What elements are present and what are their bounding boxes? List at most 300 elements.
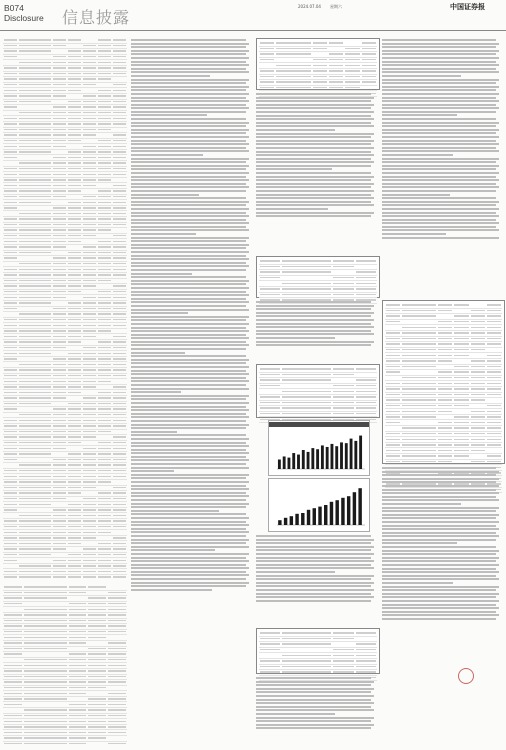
table-cell — [487, 327, 501, 328]
table-cell — [362, 48, 376, 49]
table-cell — [471, 321, 485, 322]
table-cell — [108, 592, 126, 593]
table-cell — [88, 704, 106, 705]
table-cell — [69, 737, 87, 738]
table-cell — [113, 392, 126, 393]
table-cell — [98, 73, 111, 74]
table-cell — [68, 403, 81, 404]
table-cell — [53, 146, 66, 147]
table-cell — [53, 453, 66, 454]
table-cell — [260, 407, 280, 408]
table-cell — [4, 224, 17, 225]
table-cell — [487, 315, 501, 316]
table-cell — [113, 476, 126, 477]
table-cell — [24, 726, 67, 727]
table-cell — [487, 416, 501, 417]
table-cell — [4, 257, 17, 258]
table-cell — [98, 134, 111, 135]
table-cell — [113, 297, 126, 298]
text-line — [131, 129, 249, 131]
table-cell — [4, 453, 17, 454]
table-cell — [333, 288, 353, 289]
table-cell — [113, 67, 126, 68]
table-cell — [68, 202, 81, 203]
text-line — [256, 699, 371, 701]
table-cell — [98, 476, 111, 477]
table-cell — [19, 73, 50, 74]
table-cell — [98, 179, 111, 180]
table-cell — [88, 726, 106, 727]
table-cell — [386, 411, 400, 412]
text-line — [131, 283, 246, 285]
chart-bar — [335, 500, 338, 525]
table-cell — [4, 207, 17, 208]
table-cell — [402, 455, 436, 456]
table-cell — [69, 687, 87, 688]
chart-2-svg — [269, 479, 369, 531]
table-cell — [83, 196, 96, 197]
table-cell — [53, 62, 66, 63]
text-line — [382, 53, 496, 55]
table-cell — [19, 532, 50, 533]
table-cell — [113, 302, 126, 303]
table-cell — [19, 375, 50, 376]
table-cell — [19, 56, 50, 57]
text-line — [256, 133, 374, 135]
table-cell — [53, 291, 66, 292]
table-cell — [68, 408, 81, 409]
text-line — [256, 709, 374, 711]
table-cell — [113, 504, 126, 505]
table-cell — [53, 246, 66, 247]
table-cell — [88, 743, 106, 744]
table-cell — [98, 168, 111, 169]
text-line — [382, 129, 499, 131]
table-cell — [113, 202, 126, 203]
table-cell — [487, 433, 501, 434]
table-cell — [4, 642, 22, 643]
table-cell — [83, 134, 96, 135]
table-cell — [98, 448, 111, 449]
text-line — [382, 471, 499, 473]
table-cell — [260, 374, 280, 375]
text-line — [131, 449, 246, 451]
table-cell — [68, 436, 81, 437]
table-cell — [68, 146, 81, 147]
table-cell — [69, 721, 87, 722]
text-line — [382, 89, 496, 91]
table-cell — [487, 450, 501, 451]
table-cell — [260, 59, 274, 60]
table-cell — [53, 386, 66, 387]
text-line — [131, 125, 246, 127]
text-line — [131, 82, 246, 84]
text-line — [131, 233, 196, 235]
table-cell — [19, 537, 50, 538]
table-cell — [438, 411, 452, 412]
text-line — [131, 190, 246, 192]
text-line — [382, 507, 499, 509]
table-cell — [24, 642, 67, 643]
table-cell — [83, 185, 96, 186]
text-line — [382, 542, 457, 544]
table-cell — [4, 565, 17, 566]
table-cell — [88, 687, 106, 688]
text-line — [382, 204, 496, 206]
table-cell — [98, 420, 111, 421]
text-line — [382, 233, 446, 235]
text-line — [131, 323, 249, 325]
table-cell — [68, 313, 81, 314]
text-line — [256, 319, 374, 321]
table-cell — [108, 597, 126, 598]
table-cell — [4, 341, 17, 342]
table-cell — [113, 543, 126, 544]
table-cell — [68, 95, 81, 96]
table-cell — [19, 571, 50, 572]
table-cell — [68, 353, 81, 354]
table-cell — [4, 492, 17, 493]
table-cell — [83, 464, 96, 465]
text-line — [131, 344, 249, 346]
table-cell — [53, 67, 66, 68]
table-cell — [260, 288, 280, 289]
table-row — [3, 742, 127, 745]
table-cell — [83, 257, 96, 258]
text-line — [382, 560, 496, 562]
text-line — [131, 183, 246, 185]
table-cell — [83, 442, 96, 443]
text-line — [256, 691, 371, 693]
text-line — [256, 172, 371, 174]
col3-top-table — [256, 38, 380, 90]
table-cell — [19, 118, 50, 119]
table-cell — [53, 95, 66, 96]
table-cell — [98, 252, 111, 253]
table-cell — [260, 396, 280, 397]
text-line — [382, 593, 499, 595]
text-line — [131, 140, 246, 142]
table-cell — [53, 174, 66, 175]
table-cell — [83, 224, 96, 225]
text-line — [131, 582, 249, 584]
table-cell — [113, 313, 126, 314]
text-line — [382, 474, 496, 476]
table-cell — [454, 349, 468, 350]
text-line — [131, 165, 249, 167]
col4-table — [382, 300, 505, 464]
table-cell — [19, 386, 50, 387]
table-cell — [68, 291, 81, 292]
table-cell — [98, 257, 111, 258]
table-cell — [260, 283, 280, 284]
table-cell — [113, 436, 126, 437]
table-cell — [356, 266, 376, 267]
table-cell — [4, 375, 17, 376]
text-line — [131, 43, 249, 45]
table-cell — [83, 509, 96, 510]
chart-bar — [354, 441, 357, 469]
table-cell — [88, 659, 106, 660]
table-cell — [333, 666, 353, 667]
table-cell — [83, 179, 96, 180]
table-cell — [402, 304, 436, 305]
table-cell — [113, 325, 126, 326]
table-cell — [113, 509, 126, 510]
text-line — [256, 143, 371, 145]
table-cell — [108, 653, 126, 654]
table-cell — [333, 271, 353, 272]
table-cell — [98, 50, 111, 51]
text-line — [382, 575, 496, 577]
table-cell — [4, 431, 17, 432]
text-line — [131, 539, 249, 541]
table-cell — [68, 118, 81, 119]
table-cell — [98, 229, 111, 230]
table-cell — [4, 670, 22, 671]
text-line — [131, 585, 246, 587]
table-cell — [4, 487, 17, 488]
table-cell — [98, 492, 111, 493]
table-cell — [113, 291, 126, 292]
table-cell — [98, 442, 111, 443]
table-cell — [4, 442, 17, 443]
table-cell — [24, 681, 67, 682]
text-line — [382, 111, 496, 113]
table-cell — [362, 59, 376, 60]
table-cell — [68, 358, 81, 359]
table-cell — [98, 381, 111, 382]
table-cell — [19, 509, 50, 510]
table-cell — [333, 294, 353, 295]
table-cell — [282, 638, 331, 639]
text-line — [131, 359, 249, 361]
company-seal — [458, 668, 474, 684]
table-cell — [68, 364, 81, 365]
text-line — [131, 503, 249, 505]
text-line — [256, 308, 371, 310]
text-line — [131, 319, 246, 321]
table-cell — [88, 631, 106, 632]
table-cell — [282, 374, 331, 375]
table-cell — [402, 388, 436, 389]
text-line — [131, 524, 249, 526]
table-cell — [98, 565, 111, 566]
table-cell — [276, 87, 310, 88]
table-cell — [53, 364, 66, 365]
text-line — [382, 589, 496, 591]
chart-bar — [311, 448, 314, 469]
table-cell — [68, 257, 81, 258]
table-cell — [4, 420, 17, 421]
text-line — [382, 57, 499, 59]
text-line — [131, 395, 249, 397]
table-cell — [83, 420, 96, 421]
table-cell — [98, 459, 111, 460]
table-cell — [83, 285, 96, 286]
table-cell — [454, 366, 468, 367]
table-cell — [4, 532, 17, 533]
table-cell — [68, 341, 81, 342]
text-line — [131, 161, 246, 163]
table-cell — [4, 213, 17, 214]
table-cell — [4, 369, 17, 370]
table-cell — [4, 665, 22, 666]
table-cell — [68, 168, 81, 169]
table-cell — [329, 76, 343, 77]
table-cell — [83, 425, 96, 426]
text-line — [256, 115, 371, 117]
table-cell — [108, 670, 126, 671]
table-cell — [471, 355, 485, 356]
chart-bar — [278, 460, 281, 470]
table-cell — [83, 470, 96, 471]
table-cell — [4, 190, 17, 191]
table-cell — [19, 431, 50, 432]
table-cell — [98, 554, 111, 555]
table-cell — [438, 399, 452, 400]
table-cell — [454, 455, 468, 456]
table-cell — [113, 353, 126, 354]
table-cell — [53, 168, 66, 169]
text-line — [382, 136, 499, 138]
table-cell — [53, 492, 66, 493]
table-cell — [356, 638, 376, 639]
text-line — [131, 459, 249, 461]
table-cell — [53, 515, 66, 516]
text-line — [256, 557, 371, 559]
table-cell — [69, 659, 87, 660]
text-line — [131, 136, 249, 138]
table-cell — [19, 90, 50, 91]
table-cell — [113, 106, 126, 107]
text-line — [131, 452, 249, 454]
text-line — [256, 168, 332, 170]
text-line — [131, 122, 249, 124]
table-cell — [454, 321, 468, 322]
table-cell — [386, 338, 400, 339]
table-cell — [19, 392, 50, 393]
text-line — [256, 161, 374, 163]
table-cell — [4, 537, 17, 538]
table-cell — [83, 448, 96, 449]
table-cell — [113, 319, 126, 320]
table-cell — [454, 405, 468, 406]
table-cell — [53, 543, 66, 544]
table-cell — [471, 427, 485, 428]
table-cell — [438, 416, 452, 417]
text-line — [131, 370, 246, 372]
table-cell — [53, 302, 66, 303]
text-line — [256, 326, 374, 328]
table-cell — [4, 592, 22, 593]
text-line — [131, 89, 246, 91]
table-cell — [454, 416, 468, 417]
table-cell — [113, 235, 126, 236]
text-line — [131, 531, 249, 533]
table-cell — [98, 140, 111, 141]
table-cell — [438, 310, 452, 311]
table-cell — [19, 157, 50, 158]
table-cell — [19, 185, 50, 186]
text-line — [256, 93, 371, 95]
text-line — [256, 677, 371, 679]
table-cell — [402, 411, 436, 412]
table-cell — [487, 394, 501, 395]
text-line — [256, 301, 371, 303]
table-cell — [113, 548, 126, 549]
table-cell — [19, 341, 50, 342]
text-line — [131, 262, 246, 264]
text-line — [382, 93, 499, 95]
table-cell — [113, 241, 126, 242]
text-line — [131, 168, 246, 170]
table-cell — [53, 257, 66, 258]
table-cell — [386, 388, 400, 389]
table-cell — [113, 73, 126, 74]
table-cell — [53, 414, 66, 415]
table-cell — [333, 374, 353, 375]
table-cell — [276, 53, 310, 54]
table-cell — [113, 341, 126, 342]
table-cell — [68, 325, 81, 326]
table-cell — [19, 224, 50, 225]
table-cell — [487, 399, 501, 400]
table-cell — [98, 548, 111, 549]
text-line — [382, 172, 499, 174]
table-cell — [356, 660, 376, 661]
table-cell — [471, 327, 485, 328]
table-cell — [98, 118, 111, 119]
table-cell — [53, 269, 66, 270]
table-row — [3, 575, 127, 578]
table-cell — [83, 571, 96, 572]
text-line — [382, 226, 496, 228]
page-header — [0, 0, 506, 34]
table-cell — [83, 56, 96, 57]
text-line — [256, 212, 374, 214]
text-line — [131, 305, 246, 307]
table-cell — [4, 196, 17, 197]
table-cell — [24, 709, 67, 710]
text-line — [256, 553, 374, 555]
table-cell — [68, 229, 81, 230]
table-cell — [113, 213, 126, 214]
chart-bar — [353, 492, 356, 525]
text-line — [382, 79, 499, 81]
table-cell — [113, 207, 126, 208]
text-line — [131, 384, 246, 386]
table-cell — [19, 67, 50, 68]
table-cell — [53, 554, 66, 555]
table-cell — [68, 302, 81, 303]
text-line — [256, 158, 371, 160]
table-cell — [53, 392, 66, 393]
table-cell — [386, 383, 400, 384]
table-cell — [113, 526, 126, 527]
text-line — [131, 57, 249, 59]
table-cell — [4, 464, 17, 465]
table-cell — [68, 520, 81, 521]
table-cell — [345, 76, 359, 77]
table-cell — [98, 532, 111, 533]
table-cell — [345, 42, 359, 43]
table-cell — [83, 246, 96, 247]
text-line — [131, 50, 249, 52]
table-cell — [53, 358, 66, 359]
column-3-text-c — [256, 534, 378, 624]
text-line — [131, 229, 249, 231]
